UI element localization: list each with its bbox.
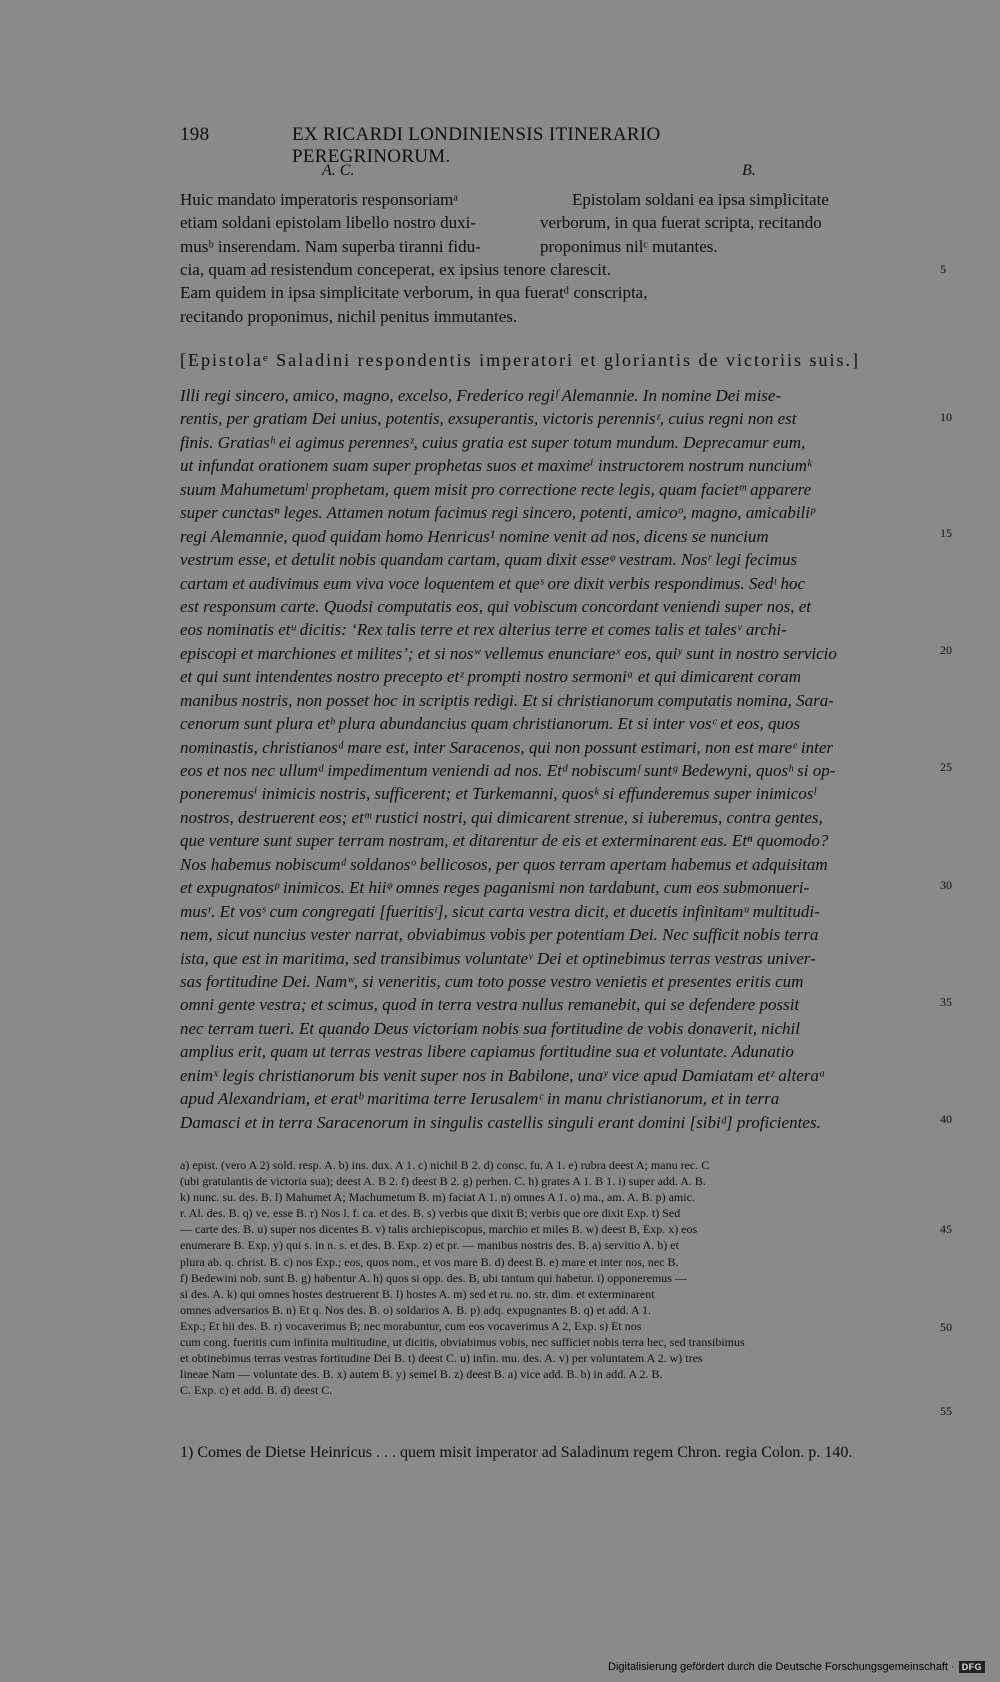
letter-line: ista, que est in maritima, sed transibimus voluntateᵛ Dei et optinebimus terras vestras univer-: [180, 948, 816, 968]
letter-line: cenorum sunt plura etᵇ plura abundancius quam christianorum. Et si inter vosᶜ et eos, quos: [180, 714, 801, 734]
digitization-credit: [608, 1658, 985, 1676]
column-b-text: [540, 188, 935, 258]
letter-line: eos nominatis etᵘ dicitis: ‘Rex talis terre et rex alterius terre et comes talis et talesᵛ archi-: [180, 620, 787, 640]
text-line: Epistolam soldani ea ipsa simplicitate: [572, 190, 829, 209]
letter-line: nec terram tueri. Et quando Deus victoriam nobis sua fortitudine de vobis donaverit, nichil: [180, 1018, 800, 1038]
column-a-text: [180, 188, 530, 258]
note-line: (ubi gratulantis de victoria sua); deest A. B 2. f) deest B 2. g) perhen. C. h) grates A 1. B 1. i) super add. A. B.: [180, 1174, 706, 1189]
note-line: si des. A. k) qui omnes hostes destruerent B. l) hostes A. m) sed et ru. no. str. dim. et exterminarent: [180, 1286, 655, 1301]
letter-line: musʳ. Et vosˢ cum congregati [fueritisᵗ], sicut carta vestra dicit, et ducetis infinitamᵘ multitudi-: [180, 901, 820, 921]
letter-line: est responsum carte. Quodsi computatis eos, qui vobiscum concordant veniendi super nos, et: [180, 596, 811, 616]
line-number: 15: [940, 526, 952, 540]
letter-line: episcopi et marchiones et milites’; et si nosʷ vellemus enunciareˣ eos, quiʸ sunt in nostro servicio: [180, 643, 837, 663]
letter-line: ut infundat orationem suam super prophetas suos et maximeⁱ instructorem nostrum nunciumᵏ: [180, 456, 812, 476]
intro-text: [180, 258, 932, 328]
letter-line: et expugnatosᵖ inimicos. Et hiiᵠ omnes reges paganismi non tardabunt, cum eos submonueri-: [180, 878, 810, 898]
running-title: EX RICARDI LONDINIENSIS ITINERARIO PEREGRINORUM.: [292, 124, 661, 167]
letter-line: suum Mahumetumˡ prophetam, quem misit pro correctione recte legis, quam facietᵐ apparere: [180, 479, 812, 499]
letter-line: nostros, destruerent eos; etᵐ rustici nostri, qui dimicarent strenue, si iuberemus, contra gentes,: [180, 807, 823, 827]
note-line: enumerare B. Exp. y) qui s. in n. s. et des. B. Exp. z) et pr. — manibus nostris des. B. a) servitio A. b) et: [180, 1238, 679, 1253]
line-number: 20: [940, 643, 952, 657]
letter-line: vestrum esse, et detulit nobis quandam cartam, quam dixit esseᵠ vestram. Nosʳ legi fecimus: [180, 550, 798, 570]
letter-line: nem, sicut nuncius vester narrat, obviabimus vobis per potentiam Dei. Nec sufficit nobis terra: [180, 925, 819, 945]
text-line: cia, quam ad resistendum conceperat, ex ipsius tenore clarescit.: [180, 260, 611, 279]
note-line: cum cong. fueritis cum infinita multitudine, ut dicitis, obviabimus vobis, nec sufficiet nobis terra hec, sed transibimus: [180, 1335, 745, 1350]
line-number: 55: [940, 1404, 952, 1418]
letter-line: sas fortitudine Dei. Namʷ, si veneritis, cum toto posse vestro venietis et presentes eritis cum: [180, 971, 804, 991]
note-line: lineae Nam — voluntate des. B. x) autem B. y) semel B. z) deest B. a) vice add. B. b) in add. A 2. B.: [180, 1367, 663, 1382]
letter-line: que venture sunt super terram nostram, et ditarentur de eis et exterminarent eas. Etⁿ quomodo?: [180, 831, 829, 851]
note-line: plura ab. q. christ. B. c) nos Exp.; eos, quos nom., et vos mare B. d) deest B. e) mare et inter nos, nec B.: [180, 1254, 679, 1269]
line-number: 35: [940, 995, 952, 1009]
letter-line: eos et nos nec ullumᵈ impedimentum veniendi ad nos. Etᵈ nobiscumᶠ suntᵍ Bedewyni, quosʰ si op-: [180, 761, 836, 780]
note-line: f) Bedewini nob. sunt B. g) habentur A. h) quos si opp. des. B, ubi tantum qui habetur. i) opponeremus —: [180, 1270, 687, 1285]
column-b-label: B.: [742, 162, 756, 179]
running-header: [180, 124, 820, 167]
letter-line: omni gente vestra; et scimus, quod in terra vestra nullus remanebit, qui se defendere possit: [180, 995, 800, 1015]
letter-line: et qui sunt intendentes nostro precepto etᶻ prompti nostro sermoniᵃ et qui dimicarent coram: [180, 667, 802, 687]
letter-line: poneremusⁱ inimicis nostris, sufficerent; et Turkemanni, quosᵏ si effunderemus super inimicosˡ: [180, 784, 816, 804]
text-line: recitando proponimus, nichil penitus immutantes.: [180, 306, 518, 326]
footnote: 1) Comes de Dietse Heinricus . . . quem misit imperator ad Saladinum regem Chron. regia Colon. p. 140.: [180, 1444, 853, 1461]
note-line: a) epist. (vero A 2) sold. resp. A. b) ins. dux. A 1. c) nichil B 2. d) consc. fu. A 1. e) rubra deest A; manu rec. C: [180, 1158, 710, 1172]
letter-line: cartam et audivimus eum viva voce loquentem et queˢ ore dixit verbis respondimus. Sedᵗ hoc: [180, 573, 806, 593]
letter-line: nominastis, christianosᵈ mare est, inter Saracenos, qui non possunt estimari, non est mareᵉ inter: [180, 737, 834, 757]
letter-line: Nos habemus nobiscumᵈ soldanosᵒ bellicosos, per quos terram apertam habemus et adquisitam: [180, 854, 828, 874]
letter-line: apud Alexandriam, et eratᵇ maritima terre Ierusalemᶜ in manu christianorum, et in terra: [180, 1089, 780, 1109]
letter-line: rentis, per gratiam Dei unius, potentis, exsuperantis, victoris perennisᶻ, cuius regni non est: [180, 409, 797, 429]
line-number: 50: [940, 1320, 952, 1334]
line-number: 10: [940, 410, 952, 424]
credit-text: Digitalisierung gefördert durch die Deutsche Forschungsgemeinschaft ·: [608, 1661, 955, 1673]
dfg-logo: DFG: [959, 1661, 986, 1673]
letter-line: enimˣ legis christianorum bis venit super nos in Babilone, unaʸ vice apud Damiatam etᶻ alteraᵃ: [180, 1065, 826, 1085]
line-number: 30: [940, 878, 952, 892]
note-line: C. Exp. c) et add. B. d) deest C.: [180, 1383, 333, 1398]
line-number: 40: [940, 1112, 952, 1126]
text-line: proponimus nilᶜ mutantes.: [540, 236, 718, 256]
text-line: Huic mandato imperatoris responsoriamᵃ: [180, 190, 458, 209]
letter-line: manibus nostris, non posset hoc in scriptis redigi. Et si christianorum computatis nomina, Sara-: [180, 690, 834, 710]
note-line: k) nunc. su. des. B. l) Mahumet A; Machumetum B. m) faciat A 1. n) omnes A 1. o) ma., am. A. B. p) amic.: [180, 1190, 695, 1205]
letter-line: Damasci et in terra Saracenorum in singulis castellis singuli erant domini [sibiᵈ] proficientes.: [180, 1112, 821, 1132]
text-line: etiam soldani epistolam libello nostro duxi-: [180, 213, 477, 233]
text-line: Eam quidem in ipsa simplicitate verborum, in qua fueratᵈ conscripta,: [180, 283, 648, 303]
text-line: musᵇ inserendam. Nam superba tiranni fidu-: [180, 236, 481, 256]
note-line: r. Al. des. B. q) ve. esse B. r) Nos l. f. ca. et des. B. s) verbis que dixit B; verbis que ore dixit Exp. t) Sed: [180, 1206, 681, 1221]
line-number: 25: [940, 760, 952, 774]
note-line: — carte des. B. u) super nos dicentes B. v) talis archiepiscopus, marchio et miles B. w) deest B, Exp. x) eos: [180, 1222, 698, 1237]
letter-line: amplius erit, quam ut terras vestras libere capiamus fortitudine sua et voluntate. Adunatio: [180, 1042, 794, 1062]
note-line: omnes adversarios B. n) Et q. Nos des. B. o) soldarios A. B. p) adq. expugnantes B. q) et add. A 1.: [180, 1302, 651, 1317]
column-a-label: A. C.: [322, 162, 355, 179]
line-number: 5: [940, 262, 946, 276]
letter-line: super cunctasⁿ leges. Attamen notum facimus regi sincero, potenti, amicoᵒ, magno, amicabiliᵖ: [180, 503, 815, 523]
line-number: 45: [940, 1222, 952, 1236]
text-line: verborum, in qua fuerat scripta, recitando: [540, 213, 822, 233]
critical-apparatus: [180, 1157, 940, 1398]
note-line: Exp.; Et hii des. B. r) vocaverimus B; nec morabuntur, cum eos vocaverimus A 2, Exp. s) Et nos: [180, 1318, 642, 1333]
letter-body: [180, 384, 932, 1134]
letter-line: regi Alemannie, quod quidam homo Henricus¹ nomine venit ad nos, dicens se nuncium: [180, 526, 769, 546]
letter-heading: [Epistolaᵉ Saladini respondentis imperatori et gloriantis de victoriis suis.]: [180, 350, 861, 370]
page-number: 198: [180, 124, 210, 145]
letter-line: Illi regi sincero, amico, magno, excelso, Frederico regiᶠ Alemannie. In nomine Dei mise-: [180, 386, 782, 405]
note-line: et obtinebimus terras vestras fortitudine Dei B. t) deest C. u) infin. mu. des. A. v) per voluntatem A 2. w) tres: [180, 1351, 703, 1366]
letter-line: finis. Gratiasʰ ei agimus perennesᶻ, cuius gratia est super totum mundum. Deprecamur eum,: [180, 432, 806, 452]
